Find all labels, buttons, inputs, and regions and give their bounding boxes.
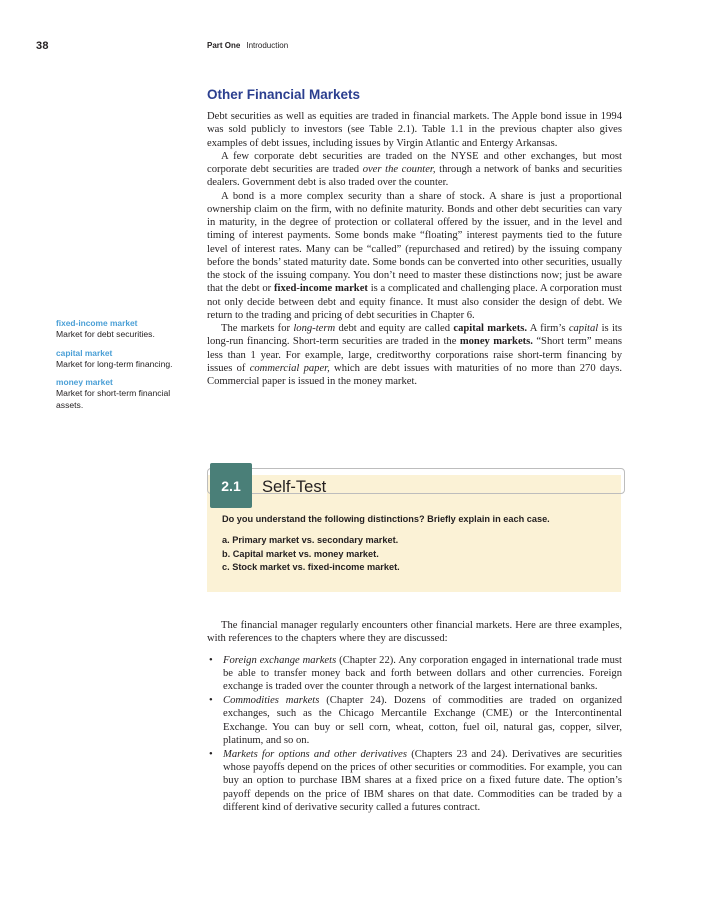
list-item-lead: Markets for options and other derivatives <box>223 748 407 760</box>
margin-note <box>56 377 186 411</box>
key-term-capital-markets: capital markets. <box>453 323 528 334</box>
bullet-icon: • <box>209 695 213 707</box>
lower-section <box>207 619 622 815</box>
body-text <box>207 110 622 388</box>
self-test-box <box>207 463 621 592</box>
self-test-item: a. Primary market vs. secondary market. <box>222 535 399 545</box>
intro-paragraph: The financial manager regularly encounters other financial markets. Here are three examples, with references to the chapters where they are discussed: <box>207 620 622 645</box>
margin-note-term: money market <box>56 377 113 387</box>
self-test-items <box>222 534 400 575</box>
bullet-icon: • <box>209 654 213 666</box>
margin-note-definition: Market for short-term financial assets. <box>56 388 171 410</box>
part-label: Part One <box>207 41 241 50</box>
margin-note-term: fixed-income market <box>56 318 138 328</box>
margin-note <box>56 348 186 371</box>
key-term-fixed-income: fixed-income market <box>273 283 368 295</box>
margin-note-term: capital market <box>56 347 113 358</box>
self-test-item: c. Stock market vs. fixed-income market. <box>222 562 400 572</box>
paragraph-1: Debt securities as well as equities are traded in financial markets. The Apple bond issue in 1994 was sold publicly to investors (see Table 2.1). Table 1.1 in the previous chapter also gives examples of debt issues, including issues by Virgin Atlantic and Entergy Arkansas. <box>207 111 622 149</box>
running-header <box>0 40 702 54</box>
section-heading: Other Financial Markets <box>207 87 361 102</box>
bullet-icon: • <box>209 748 213 760</box>
key-term-money-markets: money markets. <box>459 336 533 348</box>
list-item-lead: Foreign exchange markets <box>223 654 337 666</box>
main-column <box>207 86 622 388</box>
margin-glossary <box>56 318 186 418</box>
page-number: 38 <box>36 40 49 52</box>
paragraph-4: The markets for long-term debt and equity are called capital markets. A firm’s capital is its long-run financing. Short-term securities are traded in the money markets. “Short term” means less than 1 year. For example, large, creditworthy corporations raise short-term financing by issues of commercial paper, which are debt issues with maturities of no more than 270 days. Commercial paper is issued in the money market. <box>207 323 622 387</box>
list-item: • Markets for options and other derivatives (Chapters 23 and 24). Derivatives are securities whose payoffs depend on the prices of other securities or commodities. For example, you can buy an option to purchase IBM shares at a fixed price on a fixed future date. The option’s payoff depends on the price of IBM shares on that date. Commodities can be traded by a different kind of derivative security called a futures contract. <box>209 748 622 813</box>
paragraph-2: A few corporate debt securities are traded on the NYSE and other exchanges, but most corporate debt securities are traded over the counter, through a network of banks and securities dealers. Government debt is also traded over the counter. <box>207 150 622 189</box>
running-title <box>207 41 288 50</box>
list-item: • Foreign exchange markets (Chapter 22). Any corporation engaged in international trade must be able to transfer money back and forth between dollars and other currencies. Foreign exchange is traded over the counter through a network of the largest international banks. <box>209 654 622 692</box>
self-test-number-badge: 2.1 <box>210 463 252 508</box>
margin-note <box>56 318 186 341</box>
margin-note-definition: Market for debt securities. <box>56 329 155 339</box>
market-list <box>207 654 622 814</box>
list-item-lead: Commodities markets <box>223 695 320 707</box>
chapter-label: Introduction <box>246 41 289 50</box>
self-test-question: Do you understand the following distinctions? Briefly explain in each case. <box>222 514 550 524</box>
self-test-item: b. Capital market vs. money market. <box>222 548 379 559</box>
paragraph-3: A bond is a more complex security than a share of stock. A share is just a proportional ownership claim on the firm, with no definite maturity. Bonds and other debt securities can vary in maturity, in the degree of protection or collateral offered by the issuer, and in the level and timing of interest payments. Some bonds make “floating” interest payments tied to the future level of interest rates. Many can be “called” (repurchased and retired) by the issuing company before the bonds’ stated maturity date. Some bonds can be converted into other securities, usually the stock of the issuing company. You don’t need to master these distinctions now; just be aware that the debt or fixed-income market is a complicated and challenging place. A corporation must not only decide between debt and equity finance. It must also consider the design of debt. We return to the trading and pricing of debt securities in Chapter 6. <box>207 190 622 321</box>
self-test-title: Self-Test <box>262 478 327 496</box>
list-item: • Commodities markets (Chapter 24). Dozens of commodities are traded on organized exchanges, such as the Chicago Mercantile Exchange (CME) or the Intercontinental Exchange. You can buy or sell corn, wheat, cotton, fuel oil, natural gas, copper, silver, platinum, and so on. <box>209 695 622 746</box>
margin-note-definition: Market for long-term financing. <box>56 358 173 369</box>
